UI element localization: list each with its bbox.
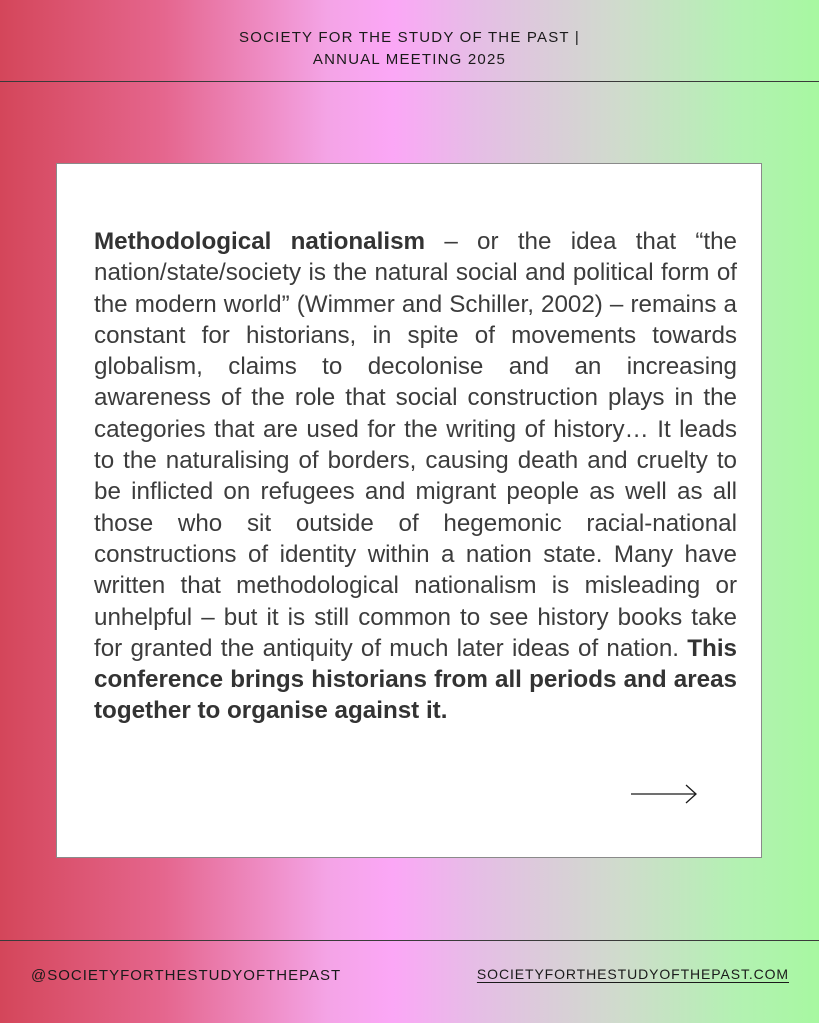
arrow-right-icon[interactable] [629, 783, 699, 805]
body-text: – or the idea that “the nation/state/society is the natural social and political form of the modern world” (Wimmer and Schiller, 2002) – remains a constant for historians, in spite of movements towards globalism, claims to decolonise and an increasing awareness of the role that social construction plays in the categories that are used for the writing of history… It leads to the naturalising of borders, causing death and cruelty to be inflicted on refugees and migrant people as well as all those who sit outside of hegemonic racial-national constructions of identity within a nation state. Many have written that methodological nationalism is misleading or unhelpful – but it is still common to see history books take for granted the antiquity of much later ideas of nation. [94, 228, 737, 662]
closing-statement: This conference brings historians from all periods and areas together to organise against it. [94, 634, 737, 725]
header-title-line2: ANNUAL MEETING 2025 [312, 51, 507, 68]
card-paragraph [94, 226, 737, 727]
social-handle: @SOCIETYFORTHESTUDYOFTHEPAST [31, 967, 342, 984]
page-header [0, 0, 819, 82]
website-link[interactable]: SOCIETYFORTHESTUDYOFTHEPAST.COM [476, 966, 789, 982]
page-footer [0, 940, 819, 1023]
header-title-line1: SOCIETY FOR THE STUDY OF THE PAST | [239, 29, 580, 46]
content-card [56, 163, 762, 858]
lead-phrase: Methodological nationalism [94, 228, 426, 255]
